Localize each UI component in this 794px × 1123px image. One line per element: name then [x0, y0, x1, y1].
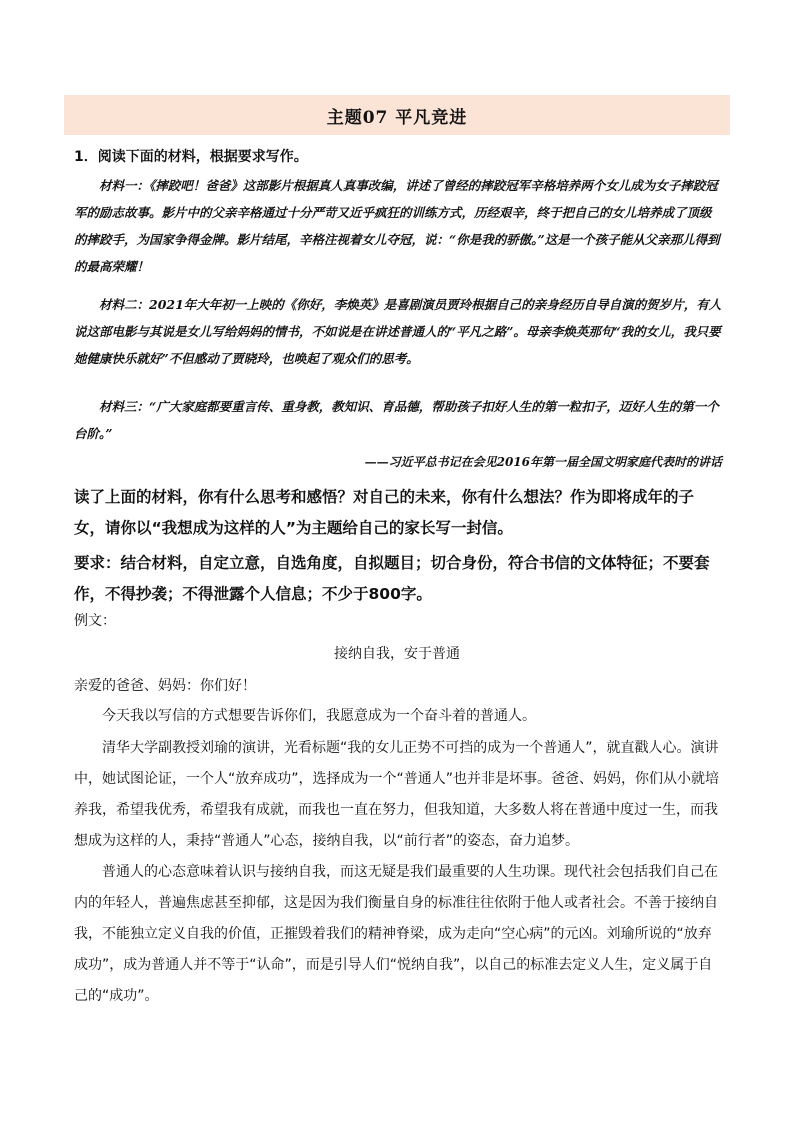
question-heading: 1．阅读下面的材料，根据要求写作。 — [74, 149, 308, 165]
example-title: 接纳自我，安于普通 — [334, 646, 460, 662]
writing-prompt: 读了上面的材料，你有什么思考和感悟？对自己的未来，你有什么想法？作为即将成年的子女，请你以“我想成为这样的人”为主题给自己的家长写一封信。 — [74, 488, 695, 537]
letter-paragraph: 普通人的心态意味着认识与接纳自我，而这无疑是我们最重要的人生功课。现代社会包括我们自己在内的年轻人，普遍焦虑甚至抑郁，这是因为我们衡量自身的标准往往依附于他人或者社会。不善于接纳自我，不能独立定义自我的价值，正摧毁着我们的精神脊梁，成为走向“空心病”的元凶。刘瑜所说的“放弃成功”，成为普通人并不等于“认命”，而是引导人们“悦纳自我”，以自己的标准去定义人生，定义属于自己的“成功”。 — [74, 864, 718, 1004]
quote-attribution: ——习近平总书记在会见2016年第一届全国文明家庭代表时的讲话 — [364, 455, 722, 469]
page-title: 主题07 平凡竞进 — [326, 107, 468, 128]
writing-requirements: 要求：结合材料，自定立意，自选角度，自拟题目；切合身份，符合书信的文体特征；不要套作，不得抄袭；不得泄露个人信息；不少于800字。 — [74, 554, 710, 603]
example-label: 例文： — [74, 613, 116, 629]
material-three: 材料三：“广大家庭都要重言传、重身教，教知识、育品德，帮助孩子扣好人生的第一粒扣子，迈好人生的第一个台阶。” — [74, 399, 719, 441]
material-one: 材料一：《摔跤吧！爸爸》这部影片根据真人真事改编，讲述了曾经的摔跤冠军辛格培养两个女儿成为女子摔跤冠军的励志故事。影片中的父亲辛格通过十分严苛又近乎疯狂的训练方式，历经艰辛，终于把自己的女儿培养成了顶级的摔跤手，为国家争得金牌。影片结尾，辛格注视着女儿夺冠，说：“你是我的骄傲。”这是一个孩子能从父亲那儿得到的最高荣耀！ — [74, 178, 720, 274]
material-two: 材料二：2021年大年初一上映的《你好，李焕英》是喜剧演员贾玲根据自己的亲身经历自导自演的贺岁片，有人说这部电影与其说是女儿写给妈妈的情书，不如说是在讲述普通人的“平凡之路”。母亲李焕英那句“我的女儿，我只要她健康快乐就好”不但感动了贾晓玲，也唤起了观众们的思考。 — [74, 297, 722, 366]
letter-salutation: 亲爱的爸爸、妈妈：你们好！ — [74, 678, 256, 694]
letter-paragraph: 清华大学副教授刘瑜的演讲，光看标题“我的女儿正势不可挡的成为一个普通人”，就直戳人心。演讲中，她试图论证，一个人“放弃成功”，选择成为一个“普通人”也并非是坏事。爸爸、妈妈，你们从小就培养我，希望我优秀，希望我有成就，而我也一直在努力，但我知道，大多数人将在普通中度过一生，而我想成为这样的人，秉持“普通人”心态，接纳自我，以“前行者”的姿态，奋力追梦。 — [74, 740, 720, 849]
topic-title-bar — [64, 95, 730, 135]
letter-paragraph: 今天我以写信的方式想要告诉你们，我愿意成为一个奋斗着的普通人。 — [102, 708, 536, 724]
